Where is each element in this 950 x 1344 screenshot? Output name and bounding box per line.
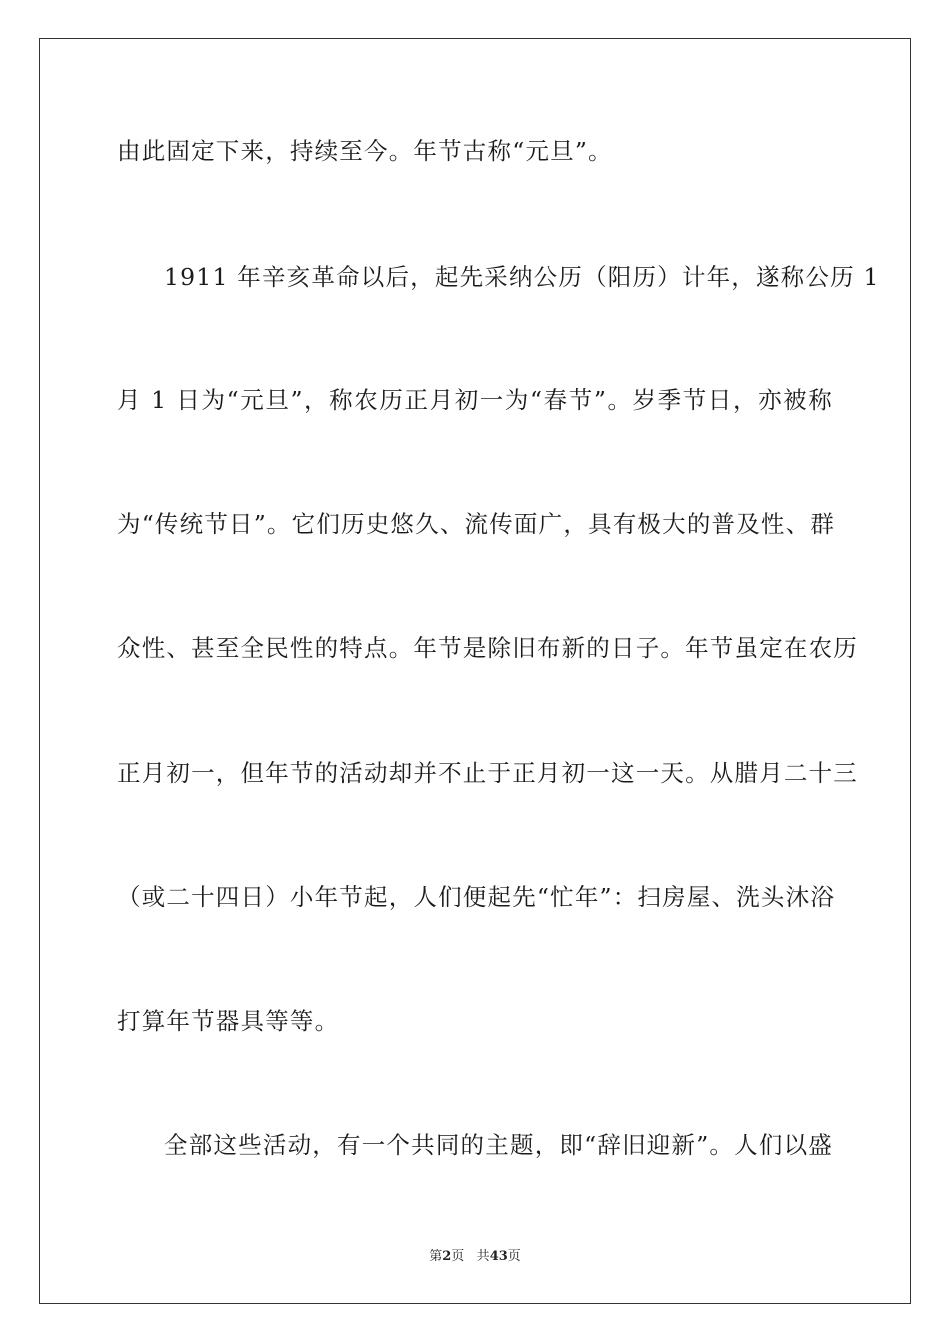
body-line-6: 正月初一，但年节的活动却并不止于正月初一这一天。从腊月二十三 (117, 759, 858, 787)
body-line-3: 月 1 日为“元旦”，称农历正月初一为“春节”。岁季节日，亦被称 (117, 386, 833, 414)
body-line-8: 打算年节器具等等。 (117, 1007, 340, 1035)
body-line-5: 众性、甚至全民性的特点。年节是除旧布新的日子。年节虽定在农历 (117, 634, 858, 662)
footer-total-prefix: 共 (476, 1249, 490, 1264)
page-footer (0, 1248, 950, 1266)
body-line-1: 由此固定下来，持续至今。年节古称“元旦”。 (117, 137, 613, 165)
footer-page-prefix: 第 (429, 1249, 443, 1264)
body-line-7: （或二十四日）小年节起，人们便起先“忙年”：扫房屋、洗头沐浴 (117, 883, 836, 911)
page-border (39, 38, 911, 1304)
footer-page-suffix: 页 (451, 1249, 465, 1264)
footer-total-pages: 43 (489, 1249, 508, 1264)
body-line-4: 为“传统节日”。它们历史悠久、流传面广，具有极大的普及性、群 (117, 510, 836, 538)
footer-page-number: 2 (442, 1249, 452, 1264)
body-line-9: 全部这些活动，有一个共同的主题，即“辞旧迎新”。人们以盛 (164, 1131, 833, 1159)
footer-total-suffix: 页 (507, 1249, 521, 1264)
body-line-2: 1911 年辛亥革命以后，起先采纳公历（阳历）计年，遂称公历 1 (164, 263, 880, 291)
